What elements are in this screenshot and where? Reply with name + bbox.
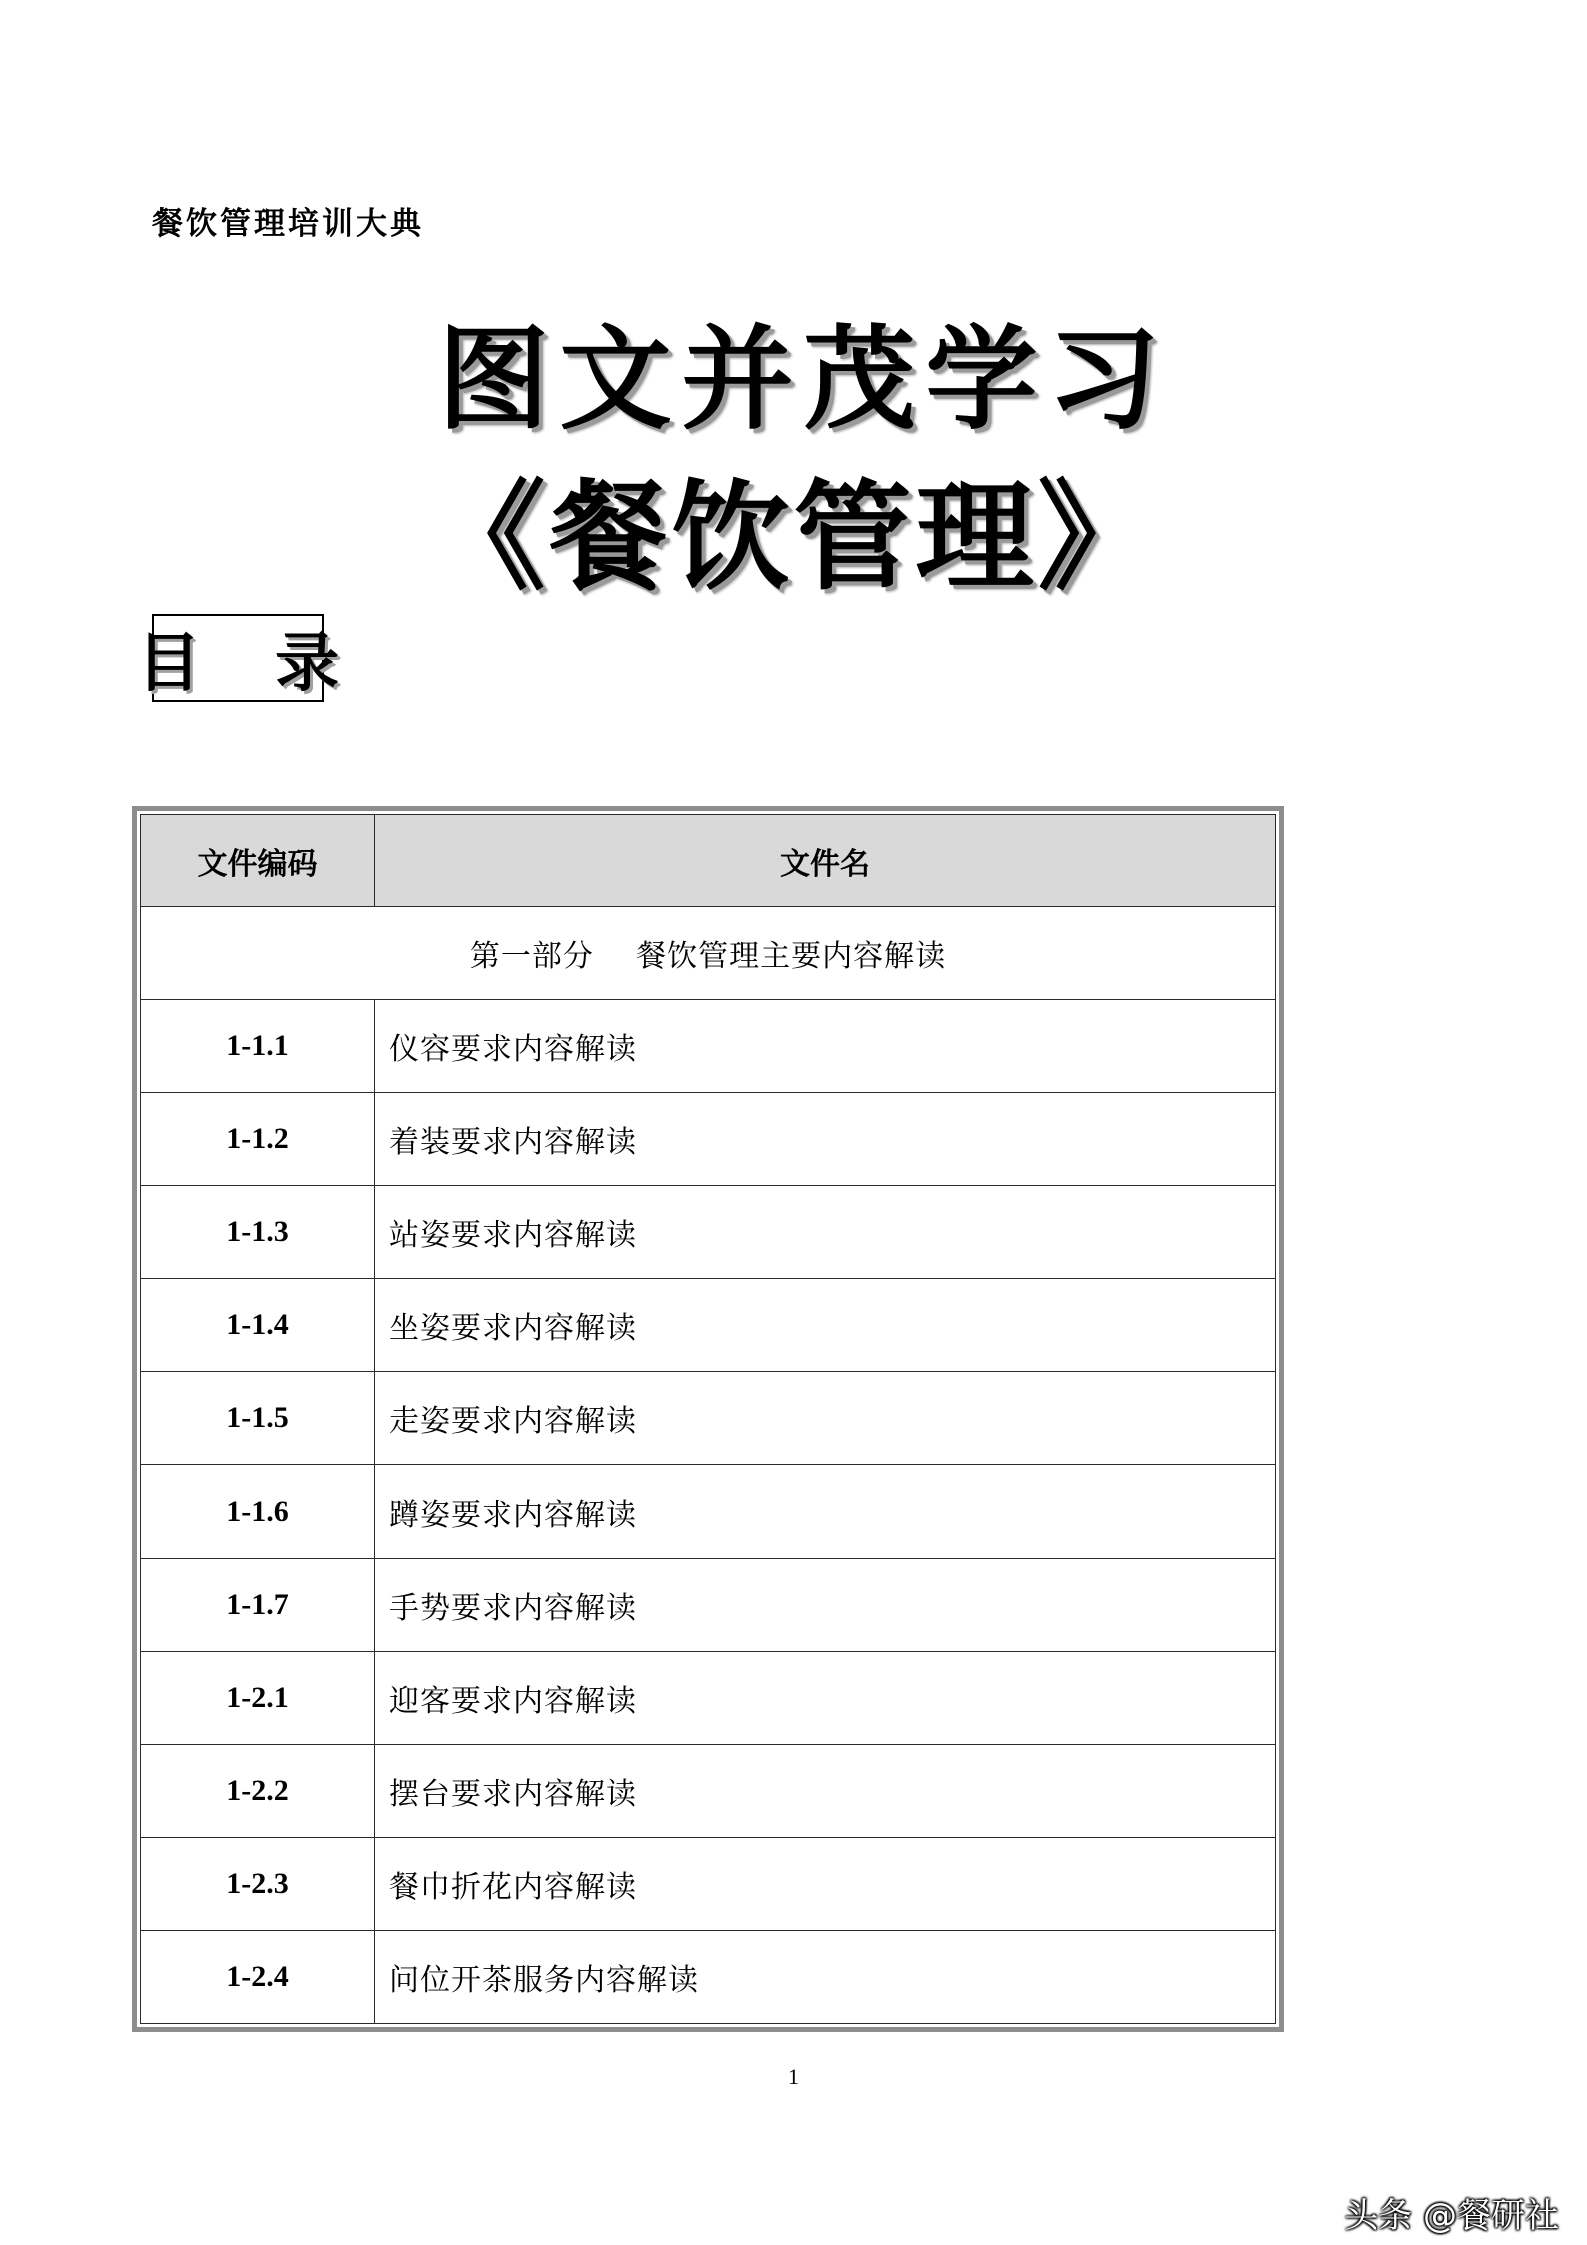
- file-name-cell: 站姿要求内容解读: [375, 1186, 1276, 1279]
- table-header-row: [141, 815, 1276, 907]
- file-code-cell: 1-2.2: [141, 1744, 375, 1837]
- table-row: [141, 1000, 1276, 1093]
- file-code-cell: 1-1.2: [141, 1093, 375, 1186]
- toc-heading-box: [136, 614, 366, 702]
- watermark: 头条 @餐研社: [1344, 2196, 1559, 2236]
- table-row: [141, 1651, 1276, 1744]
- file-code-cell: 1-1.5: [141, 1372, 375, 1465]
- file-code-cell: 1-2.4: [141, 1930, 375, 2023]
- section-row: [141, 907, 1276, 1000]
- file-name-cell: 走姿要求内容解读: [375, 1372, 1276, 1465]
- page-number: 1: [788, 2064, 799, 2089]
- table-row: [141, 1837, 1276, 1930]
- header-code: 文件编码: [141, 815, 375, 907]
- file-name-cell: 餐巾折花内容解读: [375, 1837, 1276, 1930]
- file-name-cell: 仪容要求内容解读: [375, 1000, 1276, 1093]
- file-name-cell: 坐姿要求内容解读: [375, 1279, 1276, 1372]
- table-row: [141, 1279, 1276, 1372]
- table-row: [141, 1186, 1276, 1279]
- file-name-cell: 问位开茶服务内容解读: [375, 1930, 1276, 2023]
- file-code-cell: 1-2.3: [141, 1837, 375, 1930]
- main-title-line2: 《餐饮管理》: [427, 468, 1160, 606]
- file-name-cell: 摆台要求内容解读: [375, 1744, 1276, 1837]
- table-row: [141, 1372, 1276, 1465]
- table-row: [141, 1930, 1276, 2023]
- table-row: [141, 1093, 1276, 1186]
- file-name-cell: 迎客要求内容解读: [375, 1651, 1276, 1744]
- file-code-cell: 1-2.1: [141, 1651, 375, 1744]
- file-code-cell: 1-1.4: [141, 1279, 375, 1372]
- main-title-line1: 图文并茂学习: [437, 315, 1170, 445]
- file-code-cell: 1-1.1: [141, 1000, 375, 1093]
- table-row: [141, 1558, 1276, 1651]
- file-name-cell: 蹲姿要求内容解读: [375, 1465, 1276, 1558]
- table-row: [141, 1465, 1276, 1558]
- toc-table: [140, 814, 1276, 2024]
- file-code-cell: 1-1.7: [141, 1558, 375, 1651]
- table-row: [141, 1744, 1276, 1837]
- file-code-cell: 1-1.6: [141, 1465, 375, 1558]
- file-code-cell: 1-1.3: [141, 1186, 375, 1279]
- section-title: 第一部分 餐饮管理主要内容解读: [141, 907, 1276, 1000]
- header-note: 餐饮管理培训大典: [152, 206, 424, 242]
- file-name-cell: 手势要求内容解读: [375, 1558, 1276, 1651]
- toc-heading: 目 录: [136, 627, 366, 701]
- toc-table-frame: [132, 806, 1284, 2032]
- header-name: 文件名: [375, 815, 1276, 907]
- file-name-cell: 着装要求内容解读: [375, 1093, 1276, 1186]
